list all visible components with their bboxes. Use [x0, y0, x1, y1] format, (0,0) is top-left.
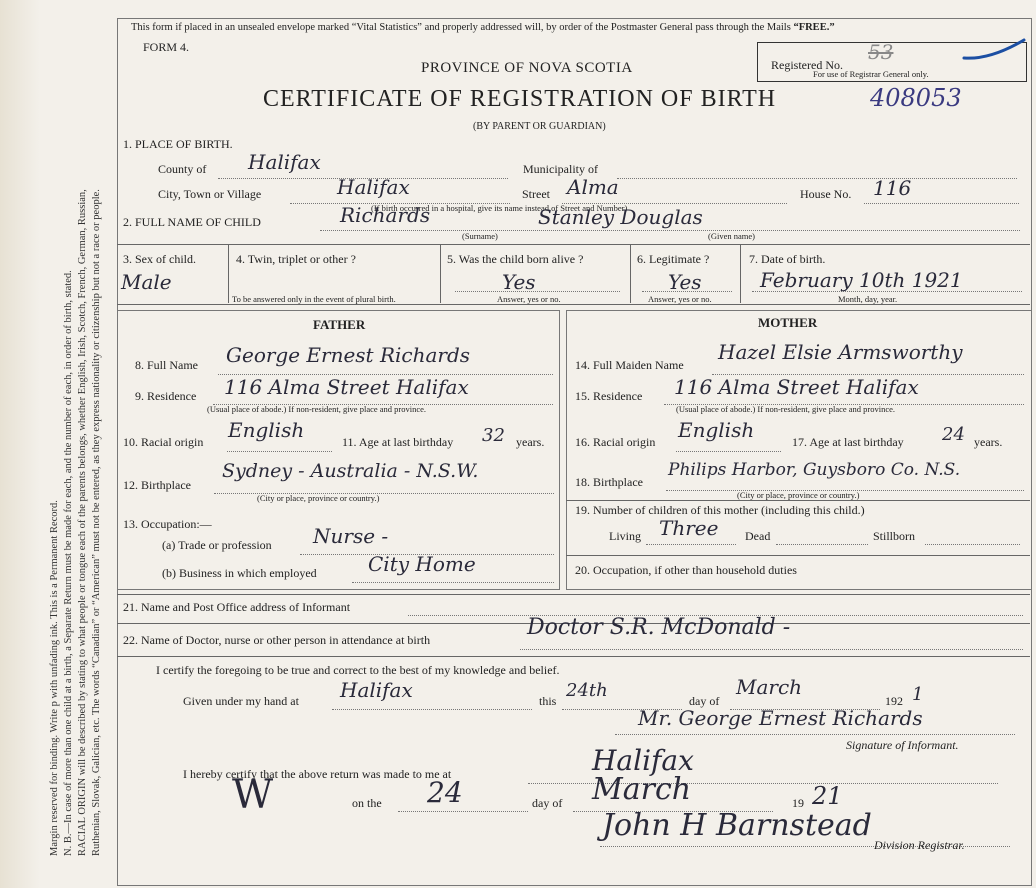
- mother-living-value: Three: [659, 516, 719, 540]
- informant-signature-line: [615, 734, 1015, 735]
- binding-margin: [0, 0, 40, 888]
- father-residence-note: (Usual place of abode.) If non-resident, give place and province.: [207, 404, 427, 414]
- father-residence-value: 116 Alma Street Halifax: [224, 375, 469, 399]
- certify-year-prefix: 192: [885, 694, 903, 708]
- city-value: Halifax: [337, 175, 410, 199]
- father-years: years.: [516, 435, 545, 449]
- side-note-multiple-births: N. B.—In case of more than one child at a birth, a Separate Return must be made for each, and the number of each, in order of birth, stated.: [63, 270, 74, 856]
- father-birthplace-note: (City or place, province or country.): [257, 493, 380, 503]
- born-alive-line: [455, 291, 620, 292]
- mother-residence-label: 15. Residence: [575, 389, 643, 403]
- certify-given-label: Given under my hand at: [183, 694, 299, 708]
- surname-caption: (Surname): [462, 231, 498, 241]
- certify-place-line: [332, 709, 532, 710]
- informant-signature: Mr. George Ernest Richards: [638, 706, 923, 730]
- certify-day-value: 24th: [566, 680, 608, 701]
- dob-label: 7. Date of birth.: [749, 252, 826, 266]
- house-label: House No.: [800, 187, 852, 201]
- born-alive-label: 5. Was the child born alive ?: [447, 252, 584, 266]
- mother-occupation-label: 20. Occupation, if other than household duties: [575, 563, 797, 577]
- registrar-signature: John H Barnstead: [602, 808, 872, 843]
- mother-name-value: Hazel Elsie Armsworthy: [718, 340, 963, 364]
- mother-living-line: [646, 544, 736, 545]
- mother-age-label: 17. Age at last birthday: [792, 435, 904, 449]
- check-mark-icon: [960, 36, 1030, 66]
- house-line: [864, 203, 1019, 204]
- father-birthplace-label: 12. Birthplace: [123, 478, 191, 492]
- mother-race-label: 16. Racial origin: [575, 435, 656, 449]
- mother-residence-value: 116 Alma Street Halifax: [674, 375, 919, 399]
- street-label: Street: [522, 187, 550, 201]
- dob-value: February 10th 1921: [760, 268, 963, 292]
- certify-dayof-label: day of: [689, 694, 720, 708]
- top-notice: This form if placed in an unsealed envelope marked “Vital Statistics” and properly addressed will, by order of the Postmaster General pass through the Mails “FREE.”: [131, 22, 835, 33]
- registrar-place-value: Halifax: [592, 744, 694, 777]
- registered-note: For use of Registrar General only.: [813, 69, 929, 79]
- registered-label: Registered No.: [771, 58, 843, 72]
- legitimate-label: 6. Legitimate ?: [637, 252, 710, 266]
- mother-birthplace-value: Philips Harbor, Guysboro Co. N.S.: [668, 460, 961, 480]
- father-occupation-label: 13. Occupation:—: [123, 517, 212, 531]
- twin-note: To be answered only in the event of plural birth.: [232, 294, 396, 304]
- father-race-line: [227, 451, 332, 452]
- registrar-text: I hereby certify that the above return was made to me at: [183, 767, 452, 781]
- mother-birthplace-label: 18. Birthplace: [575, 475, 643, 489]
- legitimate-note: Answer, yes or no.: [648, 294, 712, 304]
- mother-living-label: Living: [609, 529, 641, 543]
- house-value: 116: [873, 176, 912, 200]
- certify-year-suffix: 1: [912, 684, 924, 705]
- certify-place-value: Halifax: [340, 678, 413, 702]
- mother-race-value: English: [678, 418, 755, 442]
- legitimate-value: Yes: [668, 270, 702, 294]
- father-trade-label: (a) Trade or profession: [162, 538, 272, 552]
- street-value: Alma: [567, 175, 619, 199]
- mother-heading: MOTHER: [758, 315, 818, 330]
- father-name-label: 8. Full Name: [135, 358, 198, 372]
- mother-age-value: 24: [942, 424, 965, 445]
- rule-row3-v1: [228, 245, 229, 303]
- registrar-on-label: on the: [352, 796, 382, 810]
- certificate-subtitle: (BY PARENT OR GUARDIAN): [473, 121, 606, 132]
- certify-text: I certify the foregoing to be true and correct to the best of my knowledge and belief.: [156, 663, 560, 677]
- registrar-day-value: 24: [427, 776, 463, 809]
- twin-label: 4. Twin, triplet or other ?: [236, 252, 356, 266]
- sex-value: Male: [121, 270, 172, 294]
- registrar-mark: W: [232, 772, 274, 818]
- mother-residence-note: (Usual place of abode.) If non-resident, give place and province.: [676, 404, 896, 414]
- mother-birthplace-note: (City or place, province or country.): [737, 490, 860, 500]
- mother-children-label: 19. Number of children of this mother (including this child.): [575, 503, 865, 517]
- province-heading: PROVINCE OF NOVA SCOTIA: [421, 60, 633, 76]
- child-name-label: 2. FULL NAME OF CHILD: [123, 215, 261, 229]
- father-business-label: (b) Business in which employed: [162, 566, 317, 580]
- given-name-caption: (Given name): [708, 231, 755, 241]
- mother-dead-label: Dead: [745, 529, 771, 543]
- county-label: County of: [158, 162, 207, 176]
- rule-row3-top: [117, 244, 1030, 245]
- born-alive-note: Answer, yes or no.: [497, 294, 561, 304]
- mother-stillborn-label: Stillborn: [873, 529, 916, 543]
- mother-dead-line: [776, 544, 868, 545]
- child-given-name: Stanley Douglas: [538, 205, 703, 229]
- informant-signature-caption: Signature of Informant.: [846, 738, 959, 752]
- rule-parents-top: [117, 304, 1030, 305]
- father-trade-value: Nurse -: [313, 524, 389, 548]
- rule-certify-top: [117, 656, 1030, 657]
- certificate-title: CERTIFICATE OF REGISTRATION OF BIRTH: [263, 86, 777, 112]
- rule-row3-v2: [440, 245, 441, 303]
- registrar-day-line: [398, 811, 528, 812]
- dob-note: Month, day, year.: [838, 294, 898, 304]
- form-label: FORM 4.: [143, 40, 190, 54]
- certify-month-value: March: [736, 675, 803, 699]
- rule-row3-v3: [630, 245, 631, 303]
- registrar-year-prefix: 19: [792, 796, 804, 810]
- side-note-binding: Margin reserved for binding. Write p with unfading ink. This is a Permanent Record.: [49, 500, 60, 856]
- child-name-line: [320, 230, 1020, 231]
- father-business-value: City Home: [368, 552, 476, 576]
- child-surname: Richards: [340, 203, 431, 227]
- place-of-birth-heading: 1. PLACE OF BIRTH.: [123, 137, 233, 151]
- county-value: Halifax: [248, 150, 321, 174]
- mother-race-line: [676, 451, 781, 452]
- mother-years: years.: [974, 435, 1003, 449]
- doctor-label: 22. Name of Doctor, nurse or other person in attendance at birth: [123, 633, 431, 647]
- informant-label: 21. Name and Post Office address of Informant: [123, 600, 351, 614]
- father-name-value: George Ernest Richards: [226, 343, 471, 367]
- certificate-number: 408053: [870, 84, 962, 112]
- mother-name-label: 14. Full Maiden Name: [575, 358, 684, 372]
- rule-mother-20: [566, 555, 1030, 556]
- side-note-racial-origin-cont: Ruthenian, Slovak, Galician, etc. The words “Canadian” or “American” must not be entered, as they express nationality or citizenship but not a race or people.: [91, 189, 102, 856]
- mother-stillborn-line: [925, 544, 1020, 545]
- side-notes: [48, 0, 104, 856]
- hospital-note: (If birth occurred in a hospital, give its name instead of Street and Number): [371, 203, 628, 213]
- father-race-label: 10. Racial origin: [123, 435, 204, 449]
- side-note-racial-origin: RACIAL ORIGIN will be described by stating to what people or tongue each of the parents belongs, whether English, Irish, Scotch, French, German, Russian,: [77, 189, 88, 856]
- father-heading: FATHER: [313, 317, 366, 332]
- registrar-dayof-label: day of: [532, 796, 563, 810]
- municipality-label: Municipality of: [523, 162, 598, 176]
- rule-row3-v4: [740, 245, 741, 303]
- doctor-line: [520, 649, 1023, 650]
- father-race-value: English: [228, 418, 305, 442]
- father-age-value: 32: [482, 425, 505, 446]
- municipality-line: [617, 178, 1017, 179]
- father-age-label: 11. Age at last birthday: [342, 435, 454, 449]
- father-residence-label: 9. Residence: [135, 389, 197, 403]
- father-birthplace-value: Sydney - Australia - N.S.W.: [222, 460, 479, 482]
- city-label: City, Town or Village: [158, 187, 262, 201]
- registered-number: 53: [868, 40, 894, 64]
- sex-label: 3. Sex of child.: [123, 252, 196, 266]
- father-business-line: [352, 582, 554, 583]
- born-alive-value: Yes: [502, 270, 536, 294]
- registrar-caption: Division Registrar.: [874, 838, 965, 852]
- doctor-value: Doctor S.R. McDonald -: [527, 615, 791, 640]
- rule-informant-top: [117, 594, 1030, 595]
- registrar-month-value: March: [592, 772, 692, 807]
- rule-mother-19: [566, 500, 1030, 501]
- certify-this-label: this: [539, 694, 557, 708]
- registrar-year-suffix: 21: [812, 782, 843, 810]
